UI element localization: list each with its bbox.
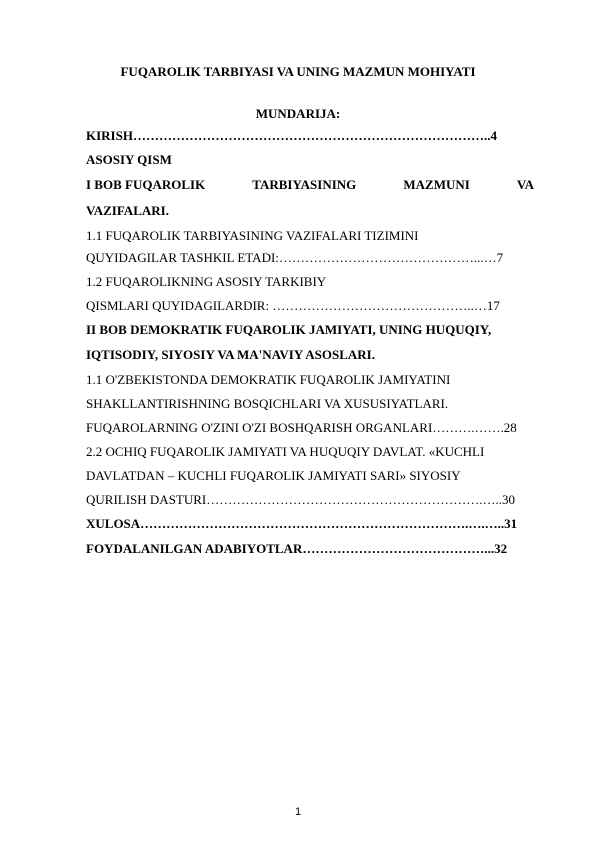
toc-entry-bob2-cont: IQTISODIY, SIYOSIY VA MA'NAVIY ASOSLARI. [86,347,375,362]
toc-entry-1-1: 1.1 FUQAROLIK TARBIYASINING VAZIFALARI TIZIMINI [86,228,419,243]
document-title: FUQAROLIK TARBIYASI VA UNING MAZMUN MOHIYATI [120,64,476,79]
toc-entry-2-2-cont2: QURILISH DASTURI……………………………………………………….…..30 [86,492,515,507]
toc-entry-2-1-cont: SHAKLLANTIRISHNING BOSQICHLARI VA XUSUSIYATLARI. [86,396,449,411]
toc-entry-xulosa: XULOSA………………………………………………………………….….…..31 [86,516,518,531]
page-number: 1 [294,806,302,818]
toc-entry-2-2-cont: DAVLATDAN – KUCHLI FUQAROLIK JAMIYATI SARI» SIYOSIY [86,468,461,483]
toc-entry-1-2-cont: QISMLARI QUYIDAGILARDIR: ………………………………………..…17 [86,298,500,313]
toc-entry-asosiy-qism: ASOSIY QISM [86,152,172,167]
bob1-word: VA [516,177,534,192]
bob1-word: I BOB FUQAROLIK [86,177,206,192]
toc-entry-bob1 [86,177,534,193]
toc-entry-kirish: KIRISH………………………………………………………………………..4 [86,128,497,143]
bob1-word: TARBIYASINING [252,177,357,192]
toc-entry-adabiyotlar: FOYDALANILGAN ADABIYOTLAR……………………………………...32 [86,541,508,556]
toc-entry-bob2: II BOB DEMOKRATIK FUQAROLIK JAMIYATI, UNING HUQUQIY, [86,322,492,337]
contents-heading: MUNDARIJA: [255,106,341,121]
toc-entry-bob1-cont: VAZIFALARI. [86,203,169,218]
toc-entry-2-1-cont2: FUQAROLARNING O'ZINI O'ZI BOSHQARISH ORGANLARI……….…….28 [86,420,517,435]
bob1-word: MAZMUNI [403,177,470,192]
toc-entry-1-2: 1.2 FUQAROLIKNING ASOSIY TARKIBIY [86,274,327,289]
toc-entry-2-1: 1.1 O'ZBEKISTONDA DEMOKRATIK FUQAROLIK JAMIYATINI [86,372,451,387]
toc-entry-1-1-cont: QUYIDAGILAR TASHKIL ETADI:………………………………………...…7 [86,250,504,265]
toc-entry-2-2: 2.2 OCHIQ FUQAROLIK JAMIYATI VA HUQUQIY DAVLAT. «KUCHLI [86,444,485,459]
